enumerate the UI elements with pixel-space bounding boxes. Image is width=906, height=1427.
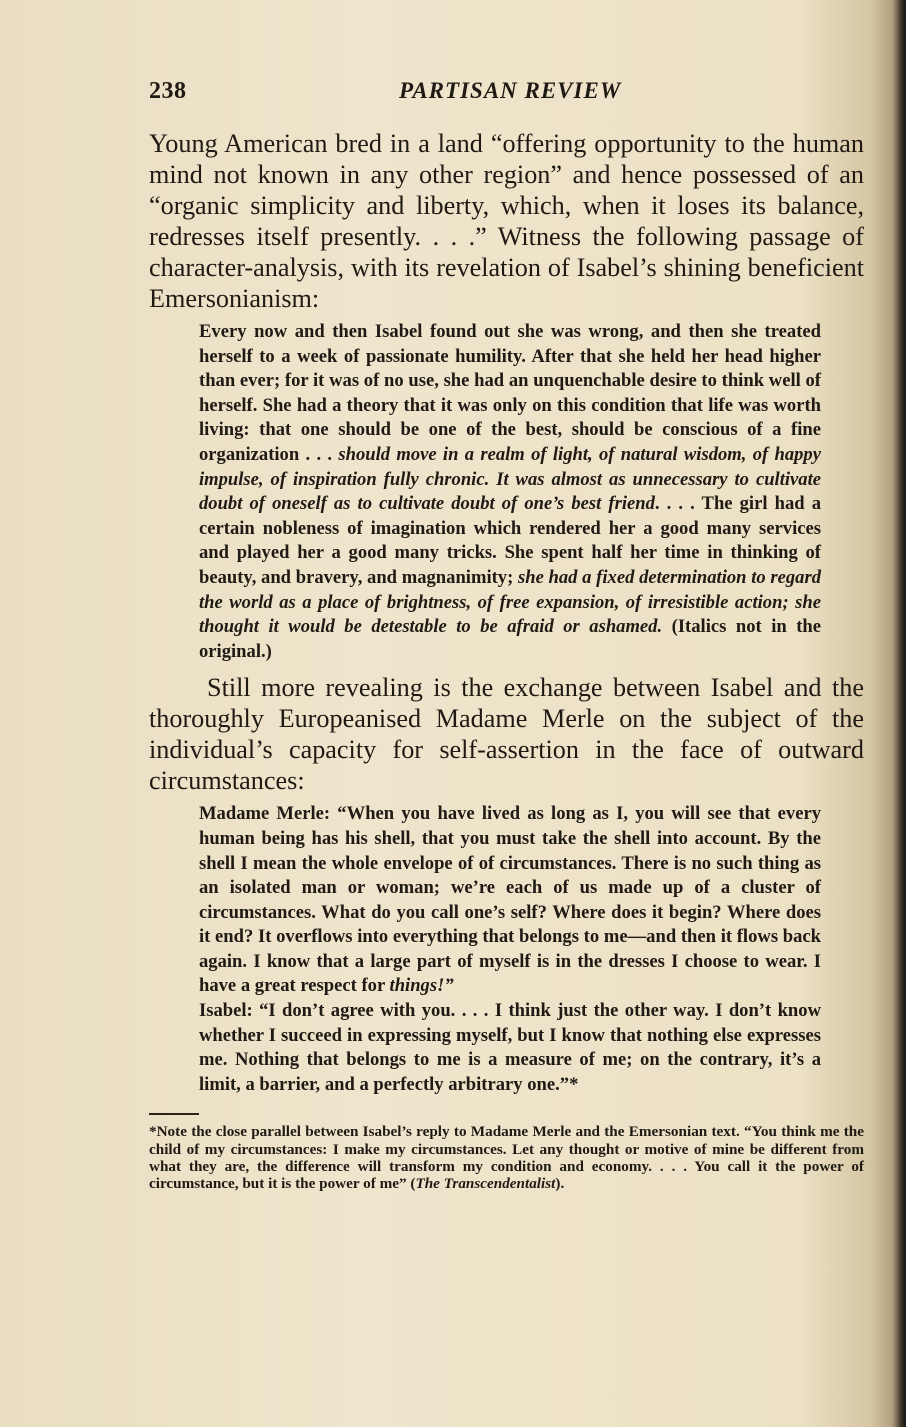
- dialogue-isabel: Isabel: “I don’t agree with you. . . . I think just the other way. I don’t know whether I succeed in expressing myself, but I know that nothing else expresses me. Nothing that belongs to me is a measure of me; on the contrary, it’s a limit, a barrier, and a perfectly arbitrary one.”*: [199, 1000, 821, 1095]
- book-spine-shadow: [892, 0, 906, 1427]
- dialogue-merle: [199, 802, 821, 999]
- quote-italic-text: she had a fixed determination to regard the world as a place of brightness, of free expansion, of irresistible action; she thought it would be detestable to be afraid or ashamed.: [199, 566, 821, 638]
- quote-paragraph: [199, 320, 821, 664]
- running-header: [149, 78, 864, 112]
- journal-title: PARTISAN REVIEW: [399, 78, 622, 103]
- quote-note: (Italics not in the original.): [199, 616, 822, 662]
- footnote-italic-title: The Transcendentalist: [415, 1175, 556, 1193]
- page-number: 238: [149, 78, 187, 104]
- quote-text: Every now and then Isabel found out she was wrong, and then she treated herself to a week of passionate humility. After that she held her head higher than ever; for it was of no use, she had an unquenchable desire to think well of herself. She had a theory that it was only on this condition that life was worth living: that one should be one of the best, should be conscious of a fine organization . . .: [199, 321, 821, 465]
- quote-text: . . . . The girl had a certain nobleness of imagination which rendered her a good many services and played her a good many tricks. She spent half her time in thinking of beauty, and bravery, and magnanimity;: [199, 493, 821, 588]
- dialogue-italic-text: things!”: [389, 975, 454, 997]
- footnote-end: ).: [555, 1175, 565, 1193]
- body-paragraph-1: Young American bred in a land “offering opportunity to the human mind not known in any other region” and hence possessed of an “organic simplicity and liberty, which, when it loses its balance, redresses itself presently. . . .” Witness the following passage of character-analysis, with its revelation of Isabel’s shining beneficient Emersonianism:: [149, 129, 864, 313]
- block-quote-dialogue: [199, 802, 821, 1097]
- page-content: [149, 128, 864, 1193]
- footnote-text: *Note the close parallel between Isabel’s reply to Madame Merle and the Emersonian text. “You think me the child of my circumstances: I make my circumstances. Let any thought or motive of mine be different from what they are, the difference will transform my condition and economy. . . . You call it the power of circumstance, but it is the power of me” (: [149, 1123, 864, 1193]
- dialogue-text: Madame Merle: “When you have lived as long as I, you will see that every human being has his shell, that you must take the shell into account. By the shell I mean the whole envelope of of circumstances. There is no such thing as an isolated man or woman; we’re each of us made up of a cluster of circumstances. What do you call one’s self? Where does it begin? Where does it end? It overflows into everything that belongs to me—and then it flows back again. I know that a large part of myself is in the dresses I choose to wear. I have a great respect for: [199, 803, 821, 997]
- block-quote-isabel-character: [199, 320, 821, 664]
- quote-italic-text: should move in a realm of light, of natural wisdom, of happy impulse, of inspiration fully chronic. It was almost as unnecessary to cultivate doubt of oneself as to cultivate doubt of one’s best friend: [199, 443, 821, 515]
- footnote-divider: [149, 1113, 199, 1115]
- footnote: [149, 1123, 864, 1192]
- body-paragraph-2: Still more revealing is the exchange between Isabel and the thoroughly Europeanised Madame Merle on the subject of the individual’s capacity for self-assertion in the face of outward circumstances:: [149, 673, 864, 796]
